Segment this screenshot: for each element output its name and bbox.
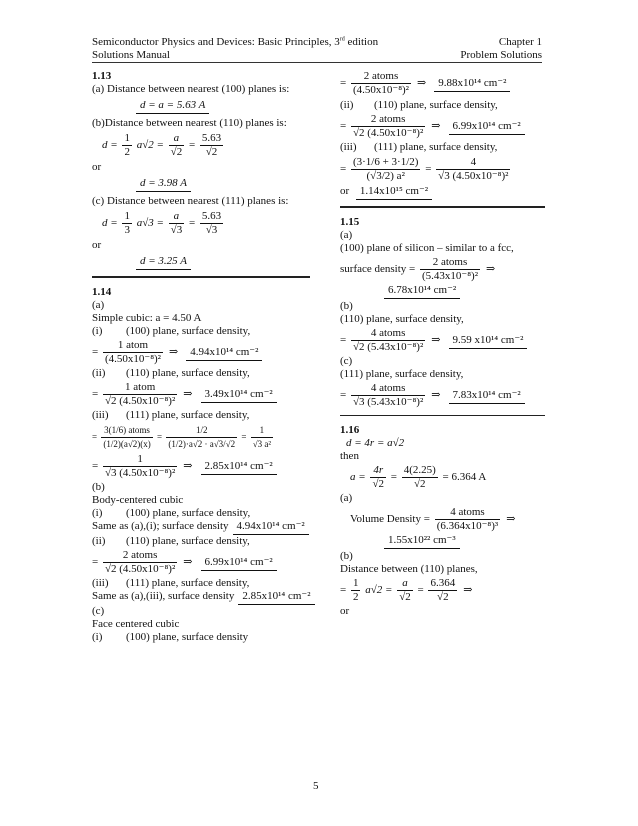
equation-row: = $\frac{(3\cdot 1/6 + 3\cdot 1/2)}{\text{(√3/2) a²}}$ = $\frac{4}{\text{√3 (4.50x10⁻⁸)²}}$ xyxy=(340,156,509,182)
problem-1-14-continued xyxy=(340,70,545,200)
text-line: (b)Distance between nearest (110) planes is: xyxy=(92,117,287,129)
text-line: Same as (a),(iii), surface density 2.85x10¹⁴ cm⁻² xyxy=(92,590,310,605)
result: d = 3.25 A xyxy=(136,255,191,270)
result-row: or 1.14x10¹⁵ cm⁻² xyxy=(340,185,545,200)
text-line: (a) Distance between nearest (100) planes is: xyxy=(92,83,290,95)
text-line: Body-centered cubic xyxy=(92,494,184,506)
text-line: Distance between (110) planes, xyxy=(340,563,478,575)
text-line: (110) plane, surface density, xyxy=(126,535,250,547)
part-label: (a) xyxy=(340,229,353,241)
part-label: (c) xyxy=(340,355,353,367)
item-label: (i) xyxy=(92,325,103,337)
equation-row: a = $\frac{4r}{√2}$ = $\frac{4(2.25)}{√2}$ = 6.364 A xyxy=(350,464,487,490)
problem-1-14 xyxy=(92,286,310,644)
part-label: (a) xyxy=(92,299,105,311)
section-divider xyxy=(92,276,310,278)
equation-row: = $\frac{\text{1 atom}}{\text{(4.50x10⁻⁸)²}}$ ⇒ 4.94x10¹⁴ cm⁻² xyxy=(92,339,310,366)
manual-label: Solutions Manual xyxy=(92,49,170,61)
text-line: Same as (a),(i); surface density 4.94x10¹⁴ cm⁻² xyxy=(92,520,310,535)
equation-row: = $\frac{\text{2 atoms}}{\text{√2 (4.50x10⁻⁸)²}}$ ⇒ 6.99x10¹⁴ cm⁻² xyxy=(92,549,310,576)
text-line: or xyxy=(92,239,102,251)
problem-1-16 xyxy=(340,424,545,618)
right-column xyxy=(340,70,545,618)
text-line: then xyxy=(340,450,359,462)
text-line: Face centered cubic xyxy=(92,618,180,630)
equation-row: surface density = $\frac{\text{2 atoms}}{\text{(5.43x10⁻⁸)²}}$ ⇒ xyxy=(340,256,496,282)
text-line: Simple cubic: a = 4.50 A xyxy=(92,312,202,324)
item-label: (ii) xyxy=(340,99,354,111)
equation-row: = $\frac{1}{\text{√3 (4.50x10⁻⁸)²}}$ ⇒ 2.85x10¹⁴ cm⁻² xyxy=(92,453,310,480)
text-line: (111) plane, surface density, xyxy=(340,368,464,380)
document-title: Semiconductor Physics and Devices: Basic Principles, 3rd edition xyxy=(92,36,379,48)
equation-row: = $\frac{\text{1 atom}}{\text{√2 (4.50x10⁻⁸)²}}$ ⇒ 3.49x10¹⁴ cm⁻² xyxy=(92,381,310,408)
equation-row: = $\frac{\text{4 atoms}}{\text{√2 (5.43x10⁻⁸)²}}$ ⇒ 9.59 x10¹⁴ cm⁻² xyxy=(340,327,545,354)
text-line: (111) plane, surface density, xyxy=(374,141,498,153)
left-column xyxy=(92,70,310,644)
text-line: (110) plane, surface density, xyxy=(374,99,498,111)
equation-row: Volume Density = $\frac{\text{4 atoms}}{\text{(6.364x10⁻⁸)³}}$ ⇒ xyxy=(350,506,516,532)
part-label: (c) xyxy=(92,605,105,617)
equation: d = 4r = a√2 xyxy=(346,437,405,449)
chapter-label: Chapter 1 xyxy=(498,36,542,48)
section-divider xyxy=(340,415,545,416)
item-label: (ii) xyxy=(92,367,106,379)
equation-row: d = $\frac{1}{3}$ a√3 = $\frac{a}{√3}$ = $\frac{5.63}{√3}$ xyxy=(102,210,222,236)
equation-row: = $\frac{\text{4 atoms}}{\text{√3 (5.43x10⁻⁸)²}}$ ⇒ 7.83x10¹⁴ cm⁻² xyxy=(340,382,545,409)
text-line: (100) plane of silicon – similar to a fcc, xyxy=(340,242,514,254)
result: d = 3.98 A xyxy=(136,177,191,192)
page-number: 5 xyxy=(313,780,319,792)
item-label: (iii) xyxy=(340,141,357,153)
problem-1-15 xyxy=(340,216,545,409)
problem-1-13 xyxy=(92,70,310,270)
problem-heading: 1.13 xyxy=(92,70,112,82)
text-line: (100) plane, surface density, xyxy=(126,507,251,519)
equation-row: = $\frac{\text{2 atoms}}{\text{(4.50x10⁻⁸)²}}$ ⇒ 9.88x10¹⁴ cm⁻² xyxy=(340,70,545,97)
part-label: (b) xyxy=(340,550,353,562)
text-line: (110) plane, surface density, xyxy=(126,367,250,379)
item-label: (iii) xyxy=(92,409,109,421)
item-label: (ii) xyxy=(92,535,106,547)
text-line: (c) Distance between nearest (111) planes is: xyxy=(92,195,289,207)
section-label: Problem Solutions xyxy=(460,49,542,61)
part-label: (a) xyxy=(340,492,353,504)
text-line: (111) plane, surface density, xyxy=(126,577,250,589)
text-line: (100) plane, surface density, xyxy=(126,325,251,337)
equation-row: d = $\frac{1}{2}$ a√2 = $\frac{a}{√2}$ = $\frac{5.63}{√2}$ xyxy=(102,132,222,158)
problem-heading: 1.14 xyxy=(92,286,112,298)
equation-row: = $\frac{\text{3(1/6) atoms}}{(1/2)(a√2)(x)}$ = $\frac{1/2}{(1/2)\cdot a√2 \cdot a√3/√2}$ = $\frac{1}{\text{√3 a²}}$ xyxy=(92,425,272,449)
text-line: (110) plane, surface density, xyxy=(340,313,464,325)
problem-heading: 1.15 xyxy=(340,216,360,228)
result: 1.55x10²² cm⁻³ xyxy=(384,534,460,549)
part-label: (b) xyxy=(92,481,105,493)
part-label: (b) xyxy=(340,300,353,312)
item-label: (iii) xyxy=(92,577,109,589)
text-line: (111) plane, surface density, xyxy=(126,409,250,421)
item-label: (i) xyxy=(92,507,103,519)
header-rule xyxy=(92,62,542,63)
result: 6.78x10¹⁴ cm⁻² xyxy=(384,284,460,299)
equation: d = a = 5.63 A xyxy=(136,99,209,114)
equation-row: = $\frac{1}{2}$ a√2 = $\frac{a}{√2}$ = $\frac{6.364}{√2}$ ⇒ xyxy=(340,577,473,603)
equation-row: = $\frac{\text{2 atoms}}{\text{√2 (4.50x10⁻⁸)²}}$ ⇒ 6.99x10¹⁴ cm⁻² xyxy=(340,113,545,140)
text-line: or xyxy=(340,605,350,617)
problem-heading: 1.16 xyxy=(340,424,360,436)
section-divider xyxy=(340,206,545,208)
text-line: or xyxy=(92,161,102,173)
item-label: (i) xyxy=(92,631,103,643)
text-line: (100) plane, surface density xyxy=(126,631,249,643)
